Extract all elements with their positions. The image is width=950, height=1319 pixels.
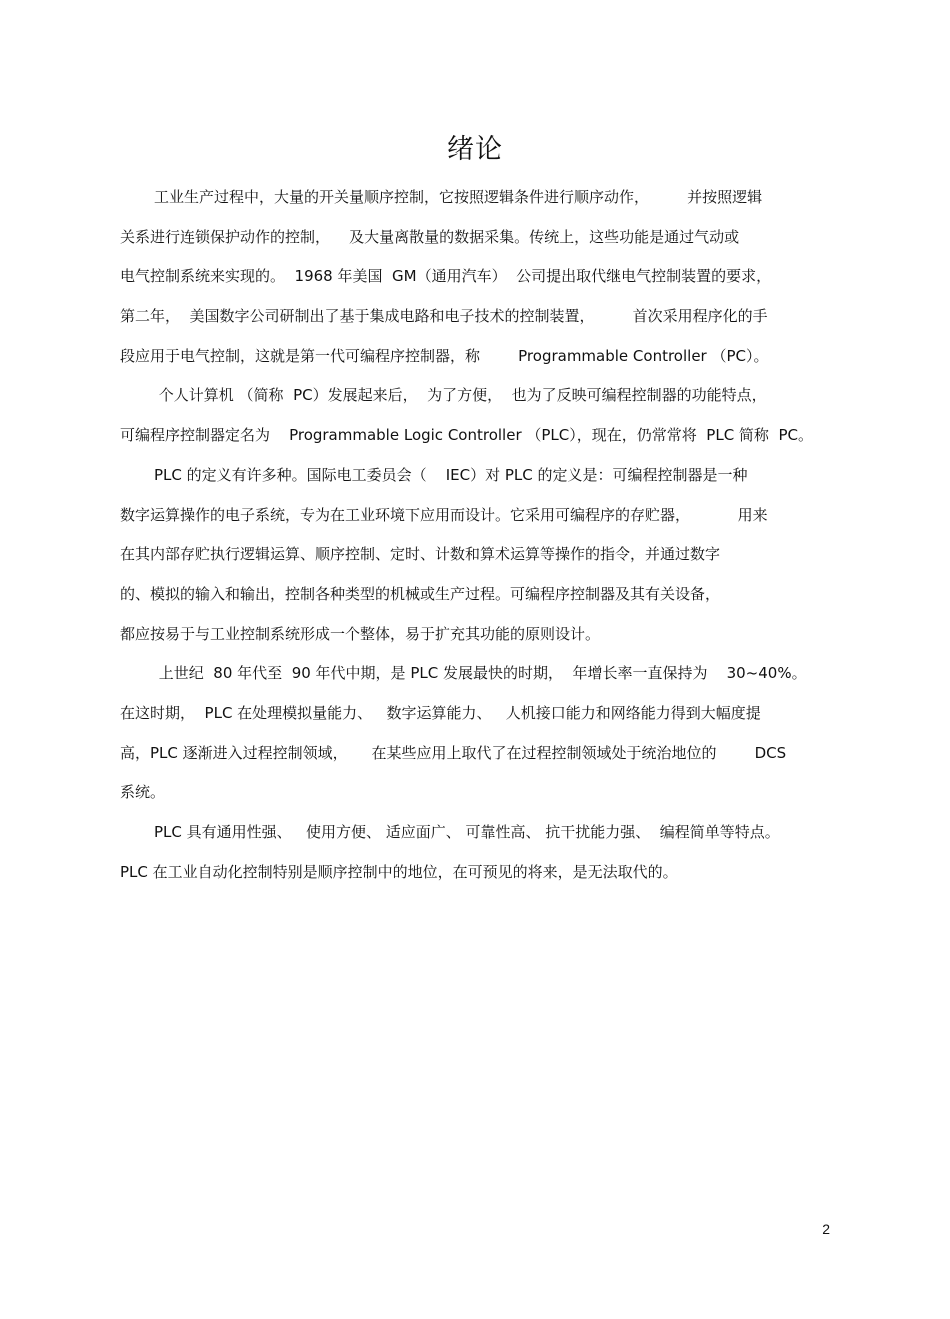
paragraph-1-line-3: 电气控制系统来实现的。 1968 年美国 GM（通用汽车） 公司提出取代继电气控制装置的要求， bbox=[120, 267, 772, 286]
paragraph-4-line-3: 高，PLC 逐渐进入过程控制领域， 在某些应用上取代了在过程控制领域处于统治地位的 DCS bbox=[120, 743, 787, 762]
paragraph-3-line-5: 都应按易于与工业控制系统形成一个整体，易于扩充其功能的原则设计。 bbox=[120, 624, 601, 643]
paragraph-1-line-2: 关系进行连锁保护动作的控制， 及大量离散量的数据采集。传统上，这些功能是通过气动或 bbox=[120, 227, 740, 246]
paragraph-5-line-1: PLC 具有通用性强、 使用方便、 适应面广、 可靠性高、 抗干扰能力强、 编程简单等特点。 bbox=[154, 823, 780, 841]
paragraph-3-line-4: 的、模拟的输入和输出，控制各种类型的机械或生产过程。可编程序控制器及其有关设备， bbox=[120, 584, 721, 603]
paragraph-1-line-1: 工业生产过程中，大量的开关量顺序控制，它按照逻辑条件进行顺序动作， 并按照逻辑 bbox=[154, 188, 763, 206]
paragraph-3-line-2: 数字运算操作的电子系统，专为在工业环境下应用而设计。它采用可编程序的存贮器， 用来 bbox=[120, 505, 768, 524]
page-title: 绪论 bbox=[447, 134, 503, 165]
paragraph-2-line-2: 可编程序控制器定名为 Programmable Logic Controller （PLC），现在，仍常常将 PLC 简称 PC。 bbox=[120, 426, 813, 445]
page-number: 2 bbox=[822, 1221, 830, 1237]
paragraph-3-line-3: 在其内部存贮执行逻辑运算、顺序控制、定时、计数和算术运算等操作的指令，并通过数字 bbox=[120, 545, 721, 564]
paragraph-4-line-2: 在这时期， PLC 在处理模拟量能力、 数字运算能力、 人机接口能力和网络能力得到大幅度提 bbox=[120, 703, 761, 722]
paragraph-1-line-4: 第二年， 美国数字公司研制出了基于集成电路和电子技术的控制装置， 首次采用程序化的手 bbox=[120, 307, 768, 326]
paragraph-2-line-1: 个人计算机 （简称 PC）发展起来后， 为了方便， 也为了反映可编程控制器的功能特点， bbox=[154, 386, 767, 405]
paragraph-3-line-1: PLC 的定义有许多种。国际电工委员会（ IEC）对 PLC 的定义是：可编程控制器是一种 bbox=[154, 465, 748, 484]
paragraph-4-line-1: 上世纪 80 年代至 90 年代中期，是 PLC 发展最快的时期， 年增长率一直保持为 30~40%。 bbox=[154, 664, 807, 683]
paragraph-1-line-5: 段应用于电气控制，这就是第一代可编程序控制器，称 Programmable Controller （PC）。 bbox=[120, 346, 769, 365]
paragraph-4-line-4: 系统。 bbox=[120, 783, 166, 802]
paragraph-5-line-2: PLC 在工业自动化控制特别是顺序控制中的地位，在可预见的将来，是无法取代的。 bbox=[120, 862, 678, 881]
document-body bbox=[120, 178, 840, 892]
